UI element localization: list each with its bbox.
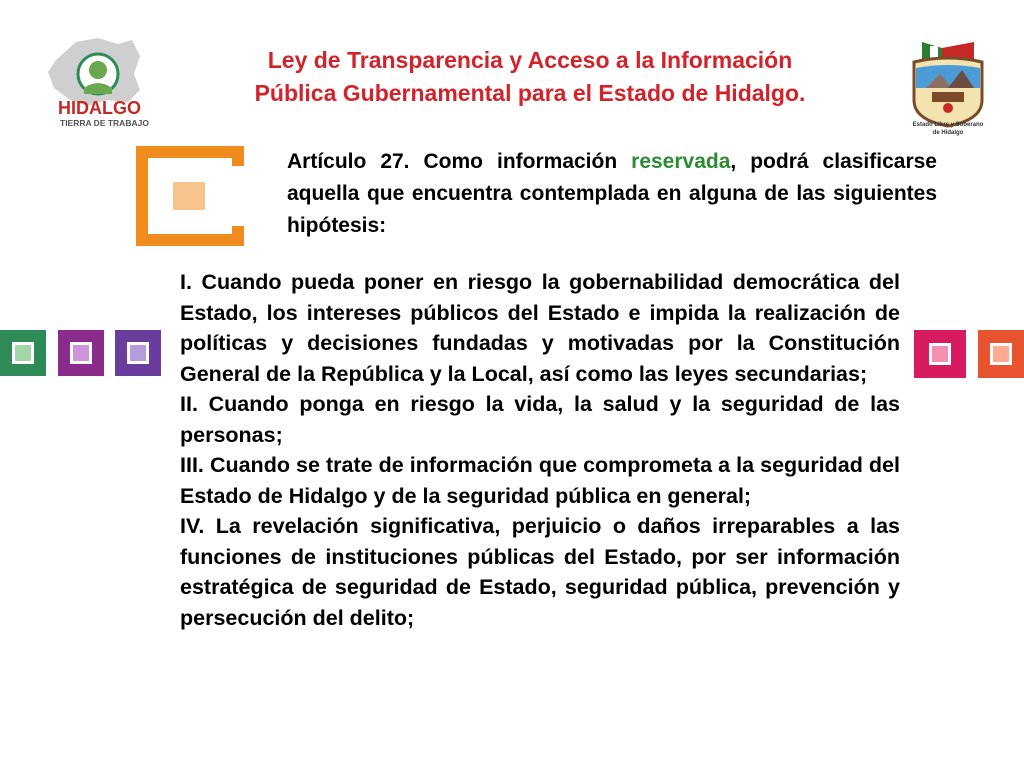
coat-of-arms-icon (902, 36, 994, 136)
logo-hidalgo-tagline: TIERRA DE TRABAJO (60, 118, 149, 128)
logo-hidalgo-name: HIDALGO (58, 98, 141, 118)
purple-square-icon (58, 330, 104, 376)
article-number: Artículo 27. (287, 150, 410, 173)
list-item: I. Cuando pueda poner en riesgo la gobernabilidad democrática del Estado, los intereses públicos del Estado e impida la realización de políticas y decisiones fundadas y motivadas por la Constitución General de la República y la Local, así como las leyes secundarias; (180, 270, 900, 386)
hidalgo-map-icon (36, 30, 156, 130)
coat-caption-2: de Hidalgo (932, 130, 964, 136)
orange-square-icon (136, 146, 244, 246)
article-highlight: reservada (631, 150, 731, 173)
hidalgo-logo (36, 30, 156, 130)
list-item: III. Cuando se trate de información que comprometa a la seguridad del Estado de Hidalgo y de la seguridad pública en general; (180, 453, 900, 508)
title-line-1: Ley de Transparencia y Acceso a la Información (267, 47, 793, 73)
page-title (180, 44, 880, 110)
coral-square-icon (978, 330, 1024, 378)
article-paragraph (287, 146, 937, 242)
coat-of-arms-logo (902, 36, 994, 136)
title-line-2: Pública Gubernamental para el Estado de Hidalgo. (254, 80, 806, 106)
list-item: II. Cuando ponga en riesgo la vida, la salud y la seguridad de las personas; (180, 392, 900, 447)
violet-square-icon (115, 330, 161, 376)
list-item: IV. La revelación significativa, perjuicio o daños irreparables a las funciones de instituciones públicas del Estado, por ser información estratégica de seguridad de Estado, seguridad pública, prevención y persecución del delito; (180, 514, 900, 630)
coat-caption-1: Estado Libre y Soberano (912, 122, 984, 128)
pink-square-icon (914, 330, 966, 378)
article-text-after: , podrá clasificarse aquella que encuentra contemplada en alguna de las siguientes hipótesis: (287, 150, 937, 237)
article-text-before: Como información (409, 150, 632, 173)
hypothesis-list (180, 267, 900, 633)
green-square-icon (0, 330, 46, 376)
